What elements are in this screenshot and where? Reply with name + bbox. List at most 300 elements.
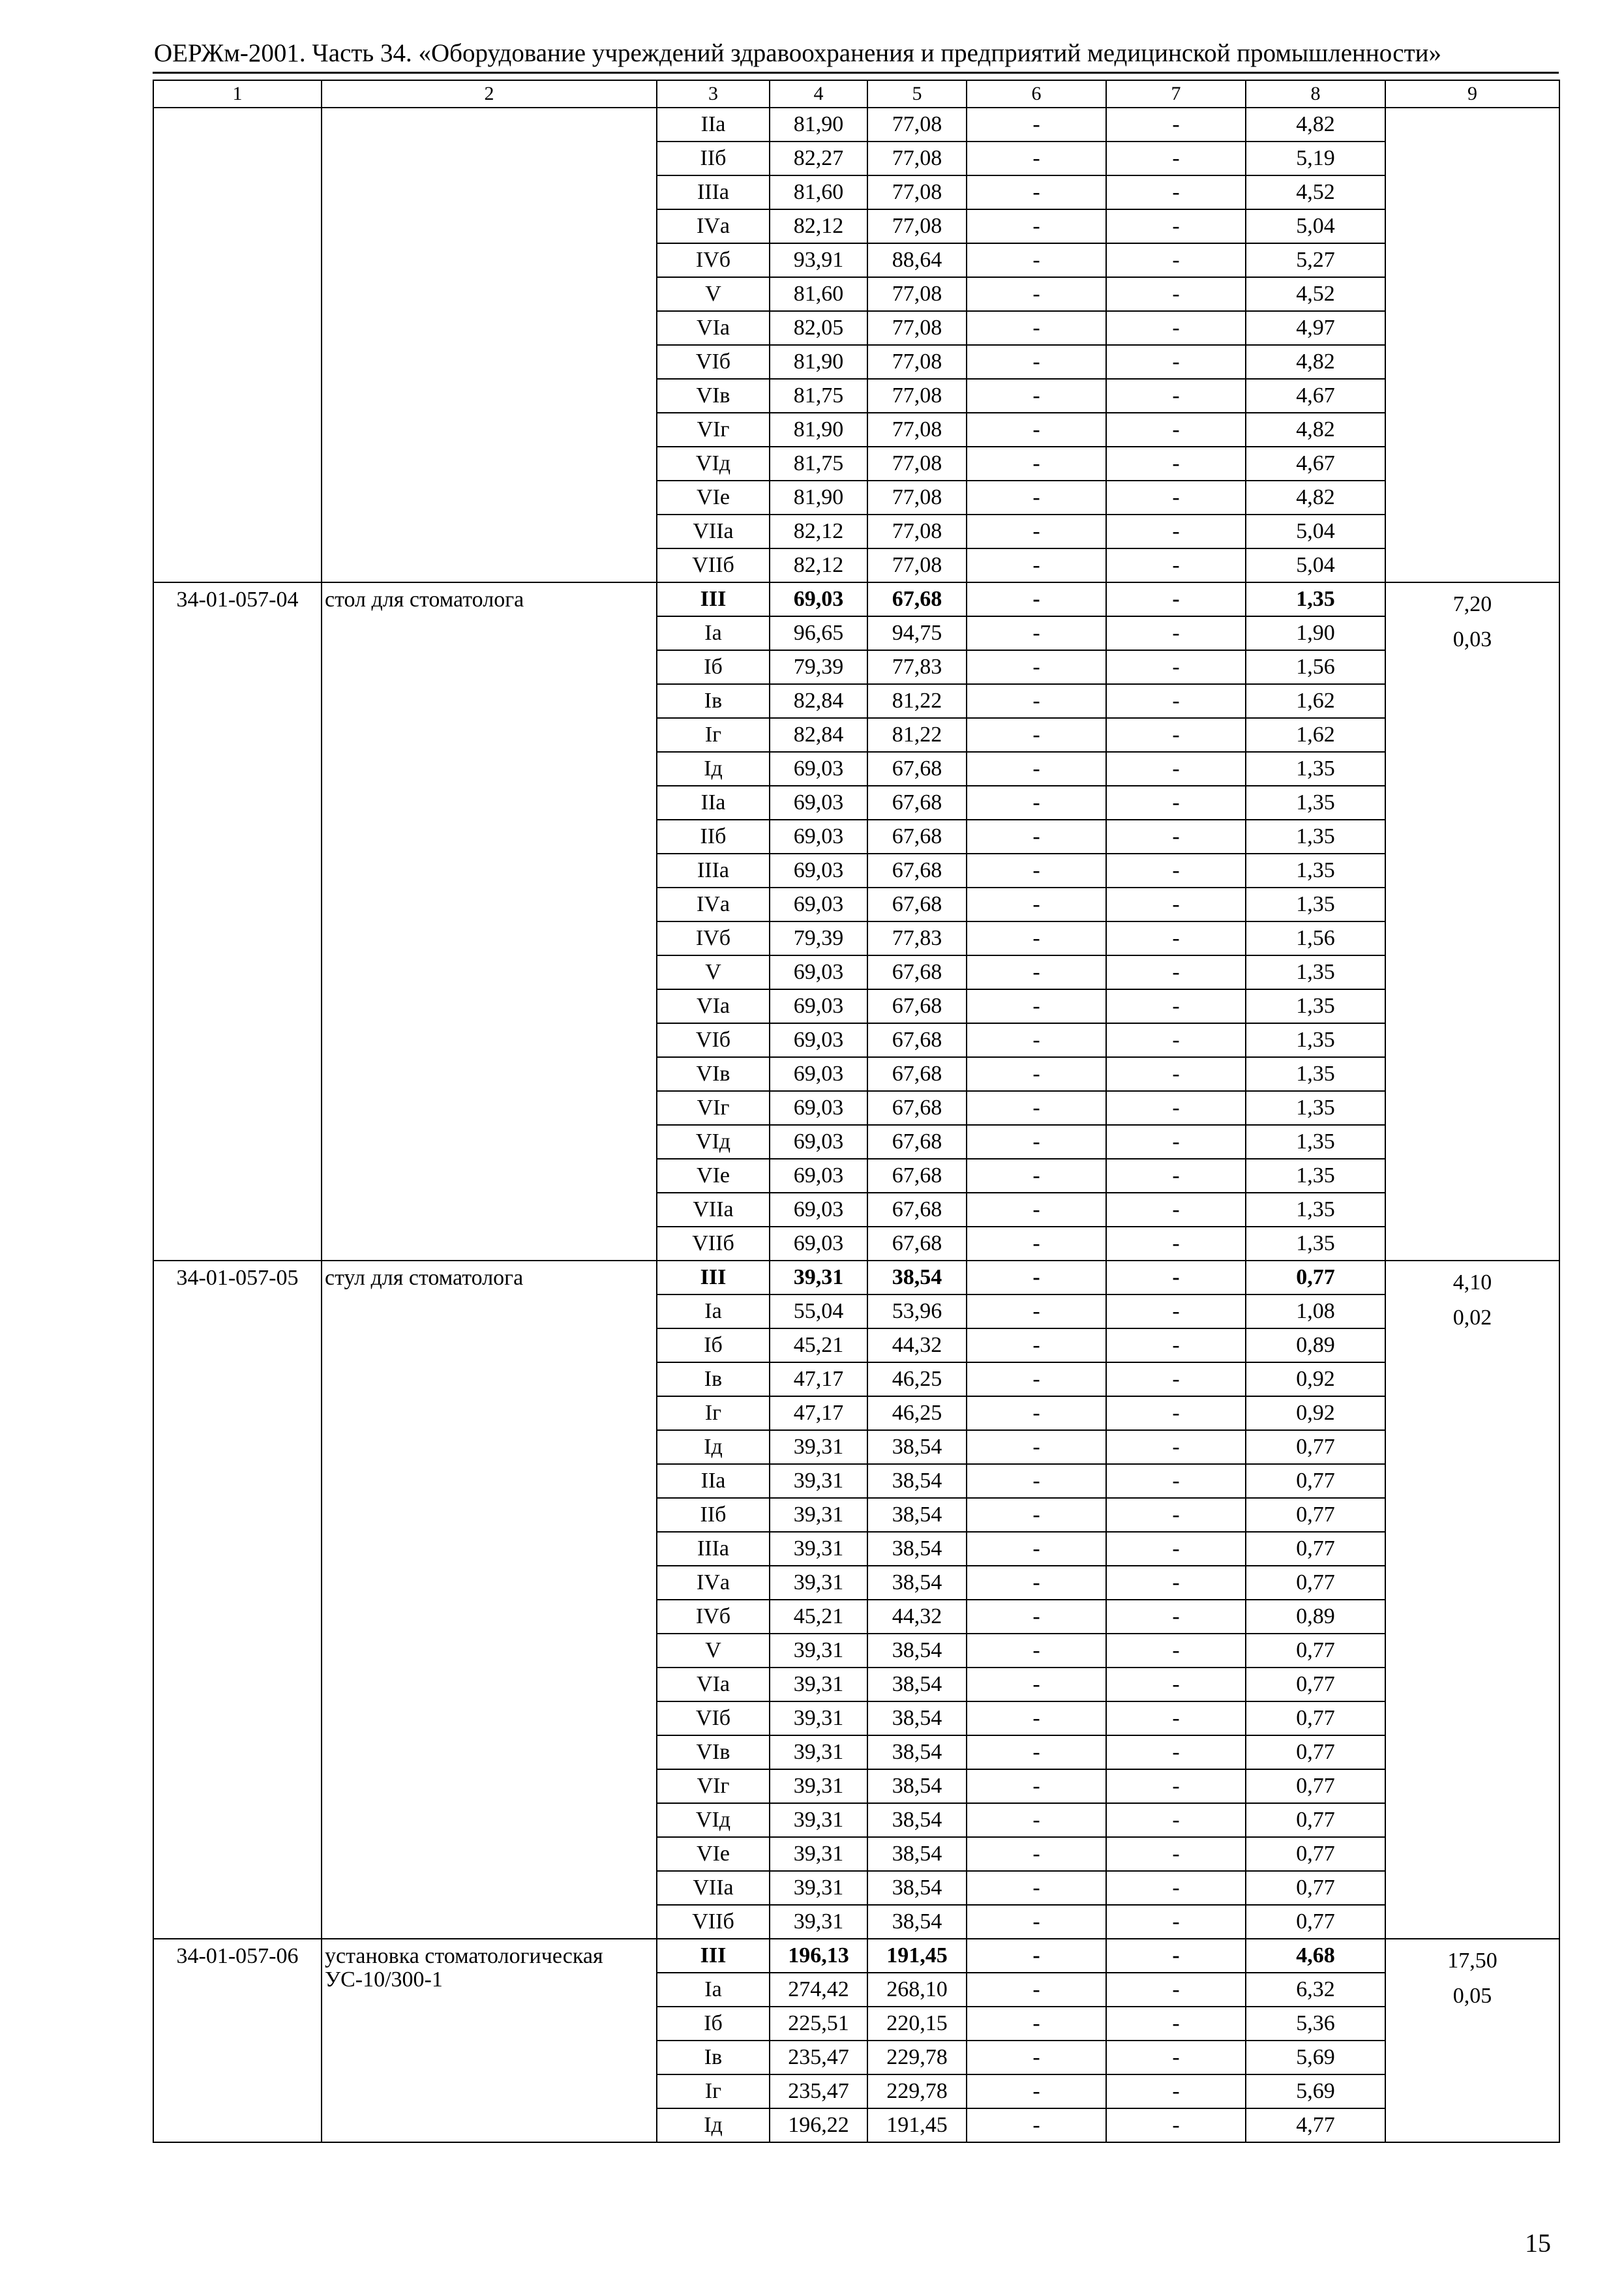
col5-cell: 67,68 xyxy=(867,1091,967,1125)
col5-cell: 81,22 xyxy=(867,684,967,718)
col5-cell: 38,54 xyxy=(867,1430,967,1464)
col6-cell: - xyxy=(967,1057,1106,1091)
table-row xyxy=(153,1939,1559,1973)
column-number: 8 xyxy=(1246,80,1385,108)
col5-cell: 67,68 xyxy=(867,854,967,888)
col7-cell: - xyxy=(1106,1939,1246,1973)
col7-cell: - xyxy=(1106,1261,1246,1294)
page-number: 15 xyxy=(1525,2228,1551,2258)
zone-cell: V xyxy=(657,955,770,989)
col7-cell: - xyxy=(1106,243,1246,277)
zone-cell: III xyxy=(657,1261,770,1294)
total-cost-cell: 39,31 xyxy=(770,1430,867,1464)
col6-cell: - xyxy=(967,379,1106,413)
col5-cell: 77,08 xyxy=(867,481,967,515)
col5-cell: 81,22 xyxy=(867,718,967,752)
col9-value: 17,50 xyxy=(1447,1949,1497,1973)
col7-cell: - xyxy=(1106,548,1246,582)
zone-cell: VIе xyxy=(657,1837,770,1871)
col5-cell: 77,08 xyxy=(867,209,967,243)
col8-cell: 0,77 xyxy=(1246,1668,1385,1701)
total-cost-cell: 81,60 xyxy=(770,175,867,209)
col5-cell: 77,08 xyxy=(867,108,967,142)
table-row xyxy=(153,108,1559,142)
zone-cell: Iб xyxy=(657,650,770,684)
zone-cell: VIа xyxy=(657,989,770,1023)
col5-cell: 77,08 xyxy=(867,345,967,379)
col8-cell: 6,32 xyxy=(1246,1973,1385,2007)
col7-cell: - xyxy=(1106,2041,1246,2074)
col7-cell: - xyxy=(1106,650,1246,684)
col5-cell: 67,68 xyxy=(867,582,967,616)
col8-cell: 1,62 xyxy=(1246,718,1385,752)
total-cost-cell: 274,42 xyxy=(770,1973,867,2007)
col5-cell: 67,68 xyxy=(867,1057,967,1091)
zone-cell: IIб xyxy=(657,1498,770,1532)
total-cost-cell: 82,12 xyxy=(770,548,867,582)
total-cost-cell: 39,31 xyxy=(770,1634,867,1668)
rate-name-cell: стол для стоматолога xyxy=(322,582,657,1261)
col7-cell: - xyxy=(1106,786,1246,820)
zone-cell: VIб xyxy=(657,345,770,379)
total-cost-cell: 82,84 xyxy=(770,684,867,718)
total-cost-cell: 69,03 xyxy=(770,752,867,786)
zone-cell: VIв xyxy=(657,1735,770,1769)
col7-cell: - xyxy=(1106,955,1246,989)
col6-cell: - xyxy=(967,1328,1106,1362)
total-cost-cell: 81,90 xyxy=(770,345,867,379)
col8-cell: 5,27 xyxy=(1246,243,1385,277)
col6-cell: - xyxy=(967,2007,1106,2041)
col6-cell: - xyxy=(967,413,1106,447)
column-number: 9 xyxy=(1385,80,1559,108)
col5-cell: 77,08 xyxy=(867,142,967,175)
col7-cell: - xyxy=(1106,1159,1246,1193)
total-cost-cell: 235,47 xyxy=(770,2041,867,2074)
column-number: 5 xyxy=(867,80,967,108)
zone-cell: Iд xyxy=(657,752,770,786)
column-number: 1 xyxy=(153,80,322,108)
col8-cell: 1,35 xyxy=(1246,955,1385,989)
col5-cell: 77,08 xyxy=(867,515,967,548)
zone-cell: Iа xyxy=(657,616,770,650)
col7-cell: - xyxy=(1106,1600,1246,1634)
col5-cell: 67,68 xyxy=(867,955,967,989)
col8-cell: 1,35 xyxy=(1246,854,1385,888)
total-cost-cell: 39,31 xyxy=(770,1769,867,1803)
col8-cell: 5,69 xyxy=(1246,2074,1385,2108)
zone-cell: Iб xyxy=(657,1328,770,1362)
col8-cell: 4,82 xyxy=(1246,108,1385,142)
col5-cell: 38,54 xyxy=(867,1566,967,1600)
col6-cell: - xyxy=(967,1294,1106,1328)
col8-cell: 1,35 xyxy=(1246,1125,1385,1159)
col5-cell: 191,45 xyxy=(867,1939,967,1973)
zone-cell: VIб xyxy=(657,1023,770,1057)
total-cost-cell: 47,17 xyxy=(770,1396,867,1430)
rate-name-cell: установка стоматологическая УС-10/300-1 xyxy=(322,1939,657,2142)
zone-cell: VIа xyxy=(657,311,770,345)
col8-cell: 4,68 xyxy=(1246,1939,1385,1973)
col7-cell: - xyxy=(1106,1023,1246,1057)
total-cost-cell: 235,47 xyxy=(770,2074,867,2108)
zone-cell: VIе xyxy=(657,1159,770,1193)
col8-cell: 4,82 xyxy=(1246,481,1385,515)
price-table xyxy=(153,80,1560,2143)
col6-cell: - xyxy=(967,311,1106,345)
col6-cell: - xyxy=(967,888,1106,921)
col7-cell: - xyxy=(1106,616,1246,650)
col7-cell: - xyxy=(1106,1430,1246,1464)
col7-cell: - xyxy=(1106,1769,1246,1803)
col6-cell: - xyxy=(967,1735,1106,1769)
col7-cell: - xyxy=(1106,1328,1246,1362)
total-cost-cell: 196,13 xyxy=(770,1939,867,1973)
col9-value: 0,03 xyxy=(1452,627,1492,651)
col8-cell: 4,97 xyxy=(1246,311,1385,345)
total-cost-cell: 39,31 xyxy=(770,1532,867,1566)
col7-cell: - xyxy=(1106,413,1246,447)
total-cost-cell: 39,31 xyxy=(770,1735,867,1769)
col5-cell: 67,68 xyxy=(867,820,967,854)
col6-cell: - xyxy=(967,1634,1106,1668)
total-cost-cell: 39,31 xyxy=(770,1803,867,1837)
col8-cell: 1,56 xyxy=(1246,650,1385,684)
col5-cell: 229,78 xyxy=(867,2074,967,2108)
col8-cell: 4,52 xyxy=(1246,175,1385,209)
zone-cell: V xyxy=(657,277,770,311)
col5-cell: 77,08 xyxy=(867,311,967,345)
zone-cell: IIа xyxy=(657,108,770,142)
col8-cell: 0,77 xyxy=(1246,1634,1385,1668)
column-number: 7 xyxy=(1106,80,1246,108)
col6-cell: - xyxy=(967,175,1106,209)
zone-cell: VIг xyxy=(657,1091,770,1125)
col6-cell: - xyxy=(967,2074,1106,2108)
zone-cell: VIIб xyxy=(657,1905,770,1939)
col5-cell: 88,64 xyxy=(867,243,967,277)
col5-cell: 38,54 xyxy=(867,1532,967,1566)
col8-cell: 4,67 xyxy=(1246,379,1385,413)
total-cost-cell: 39,31 xyxy=(770,1464,867,1498)
zone-cell: VIIа xyxy=(657,515,770,548)
col7-cell: - xyxy=(1106,1905,1246,1939)
col7-cell: - xyxy=(1106,345,1246,379)
zone-cell: IIIа xyxy=(657,175,770,209)
zone-cell: VIIа xyxy=(657,1871,770,1905)
col5-cell: 67,68 xyxy=(867,989,967,1023)
col9-value: 0,02 xyxy=(1452,1306,1492,1330)
total-cost-cell: 39,31 xyxy=(770,1668,867,1701)
col5-cell: 220,15 xyxy=(867,2007,967,2041)
col5-cell: 77,83 xyxy=(867,650,967,684)
col8-cell: 0,77 xyxy=(1246,1735,1385,1769)
column-number: 2 xyxy=(322,80,657,108)
col7-cell: - xyxy=(1106,989,1246,1023)
col5-cell: 38,54 xyxy=(867,1735,967,1769)
col9-cell xyxy=(1385,1939,1559,2142)
col6-cell: - xyxy=(967,1498,1106,1532)
col7-cell: - xyxy=(1106,1871,1246,1905)
total-cost-cell: 81,75 xyxy=(770,447,867,481)
col6-cell: - xyxy=(967,1464,1106,1498)
col8-cell: 1,35 xyxy=(1246,786,1385,820)
col5-cell: 38,54 xyxy=(867,1634,967,1668)
total-cost-cell: 81,90 xyxy=(770,413,867,447)
zone-cell: IVб xyxy=(657,921,770,955)
col7-cell: - xyxy=(1106,1532,1246,1566)
col8-cell: 0,77 xyxy=(1246,1566,1385,1600)
col5-cell: 67,68 xyxy=(867,1125,967,1159)
table-row xyxy=(153,1261,1559,1294)
col7-cell: - xyxy=(1106,142,1246,175)
col6-cell: - xyxy=(967,989,1106,1023)
col7-cell: - xyxy=(1106,1464,1246,1498)
col5-cell: 94,75 xyxy=(867,616,967,650)
col6-cell: - xyxy=(967,2108,1106,2142)
col6-cell: - xyxy=(967,447,1106,481)
col6-cell: - xyxy=(967,1701,1106,1735)
col7-cell: - xyxy=(1106,1498,1246,1532)
zone-cell: VIб xyxy=(657,1701,770,1735)
col6-cell: - xyxy=(967,684,1106,718)
col8-cell: 1,35 xyxy=(1246,1227,1385,1261)
col6-cell: - xyxy=(967,1803,1106,1837)
col7-cell: - xyxy=(1106,718,1246,752)
zone-cell: VIе xyxy=(657,481,770,515)
total-cost-cell: 69,03 xyxy=(770,582,867,616)
col6-cell: - xyxy=(967,1396,1106,1430)
col7-cell: - xyxy=(1106,752,1246,786)
total-cost-cell: 81,90 xyxy=(770,108,867,142)
zone-cell: VIд xyxy=(657,447,770,481)
col7-cell: - xyxy=(1106,1973,1246,2007)
col5-cell: 38,54 xyxy=(867,1871,967,1905)
col5-cell: 67,68 xyxy=(867,786,967,820)
col8-cell: 0,89 xyxy=(1246,1600,1385,1634)
col5-cell: 44,32 xyxy=(867,1600,967,1634)
col6-cell: - xyxy=(967,1125,1106,1159)
rate-code-cell: 34-01-057-04 xyxy=(153,582,322,1261)
total-cost-cell: 93,91 xyxy=(770,243,867,277)
col7-cell: - xyxy=(1106,1837,1246,1871)
total-cost-cell: 69,03 xyxy=(770,1227,867,1261)
col7-cell: - xyxy=(1106,1735,1246,1769)
col5-cell: 67,68 xyxy=(867,752,967,786)
col6-cell: - xyxy=(967,921,1106,955)
col7-cell: - xyxy=(1106,1091,1246,1125)
rate-code-cell xyxy=(153,108,322,582)
table-row xyxy=(153,582,1559,616)
total-cost-cell: 79,39 xyxy=(770,650,867,684)
column-number: 6 xyxy=(967,80,1106,108)
col8-cell: 5,04 xyxy=(1246,209,1385,243)
col6-cell: - xyxy=(967,650,1106,684)
col6-cell: - xyxy=(967,142,1106,175)
zone-cell: IVа xyxy=(657,888,770,921)
col9-value: 4,10 xyxy=(1452,1270,1492,1294)
col6-cell: - xyxy=(967,1430,1106,1464)
col5-cell: 67,68 xyxy=(867,888,967,921)
col8-cell: 0,92 xyxy=(1246,1396,1385,1430)
col8-cell: 4,67 xyxy=(1246,447,1385,481)
col6-cell: - xyxy=(967,345,1106,379)
col6-cell: - xyxy=(967,1532,1106,1566)
total-cost-cell: 69,03 xyxy=(770,854,867,888)
total-cost-cell: 82,12 xyxy=(770,209,867,243)
col5-cell: 77,08 xyxy=(867,277,967,311)
col6-cell: - xyxy=(967,582,1106,616)
col8-cell: 1,35 xyxy=(1246,1193,1385,1227)
col5-cell: 44,32 xyxy=(867,1328,967,1362)
col6-cell: - xyxy=(967,616,1106,650)
total-cost-cell: 69,03 xyxy=(770,955,867,989)
col5-cell: 67,68 xyxy=(867,1159,967,1193)
zone-cell: IIIа xyxy=(657,1532,770,1566)
col6-cell: - xyxy=(967,1871,1106,1905)
zone-cell: VIв xyxy=(657,1057,770,1091)
col8-cell: 1,62 xyxy=(1246,684,1385,718)
zone-cell: V xyxy=(657,1634,770,1668)
total-cost-cell: 69,03 xyxy=(770,1193,867,1227)
col5-cell: 46,25 xyxy=(867,1362,967,1396)
total-cost-cell: 82,05 xyxy=(770,311,867,345)
col6-cell: - xyxy=(967,548,1106,582)
zone-cell: Iд xyxy=(657,2108,770,2142)
col6-cell: - xyxy=(967,1905,1106,1939)
col6-cell: - xyxy=(967,1091,1106,1125)
col8-cell: 1,35 xyxy=(1246,820,1385,854)
col7-cell: - xyxy=(1106,447,1246,481)
col5-cell: 67,68 xyxy=(867,1227,967,1261)
col8-cell: 1,35 xyxy=(1246,752,1385,786)
col7-cell: - xyxy=(1106,175,1246,209)
col7-cell: - xyxy=(1106,1125,1246,1159)
col8-cell: 1,90 xyxy=(1246,616,1385,650)
total-cost-cell: 82,27 xyxy=(770,142,867,175)
col6-cell: - xyxy=(967,277,1106,311)
col7-cell: - xyxy=(1106,277,1246,311)
total-cost-cell: 69,03 xyxy=(770,1125,867,1159)
col8-cell: 0,89 xyxy=(1246,1328,1385,1362)
zone-cell: IIIа xyxy=(657,854,770,888)
col5-cell: 38,54 xyxy=(867,1905,967,1939)
zone-cell: IVа xyxy=(657,209,770,243)
col5-cell: 229,78 xyxy=(867,2041,967,2074)
zone-cell: VIа xyxy=(657,1668,770,1701)
total-cost-cell: 69,03 xyxy=(770,1057,867,1091)
col9-cell xyxy=(1385,582,1559,1261)
col7-cell: - xyxy=(1106,311,1246,345)
total-cost-cell: 69,03 xyxy=(770,786,867,820)
zone-cell: Iд xyxy=(657,1430,770,1464)
col6-cell: - xyxy=(967,786,1106,820)
col8-cell: 0,77 xyxy=(1246,1837,1385,1871)
total-cost-cell: 39,31 xyxy=(770,1498,867,1532)
zone-cell: Iв xyxy=(657,1362,770,1396)
col6-cell: - xyxy=(967,1668,1106,1701)
col8-cell: 5,36 xyxy=(1246,2007,1385,2041)
col7-cell: - xyxy=(1106,1362,1246,1396)
col9-value: 0,05 xyxy=(1452,1984,1492,2008)
col8-cell: 4,77 xyxy=(1246,2108,1385,2142)
total-cost-cell: 45,21 xyxy=(770,1328,867,1362)
total-cost-cell: 39,31 xyxy=(770,1701,867,1735)
total-cost-cell: 45,21 xyxy=(770,1600,867,1634)
col9-value: 7,20 xyxy=(1452,592,1492,616)
total-cost-cell: 39,31 xyxy=(770,1871,867,1905)
rate-code-cell: 34-01-057-05 xyxy=(153,1261,322,1939)
col5-cell: 77,08 xyxy=(867,447,967,481)
zone-cell: VIд xyxy=(657,1125,770,1159)
zone-cell: IIб xyxy=(657,820,770,854)
col5-cell: 67,68 xyxy=(867,1023,967,1057)
col5-cell: 67,68 xyxy=(867,1193,967,1227)
col8-cell: 0,77 xyxy=(1246,1464,1385,1498)
col8-cell: 4,82 xyxy=(1246,345,1385,379)
col7-cell: - xyxy=(1106,1057,1246,1091)
zone-cell: Iг xyxy=(657,2074,770,2108)
col6-cell: - xyxy=(967,1227,1106,1261)
zone-cell: IIа xyxy=(657,786,770,820)
total-cost-cell: 69,03 xyxy=(770,1091,867,1125)
col8-cell: 0,77 xyxy=(1246,1871,1385,1905)
col5-cell: 38,54 xyxy=(867,1498,967,1532)
total-cost-cell: 39,31 xyxy=(770,1837,867,1871)
col6-cell: - xyxy=(967,718,1106,752)
rate-code-cell: 34-01-057-06 xyxy=(153,1939,322,2142)
col8-cell: 0,77 xyxy=(1246,1498,1385,1532)
zone-cell: IVб xyxy=(657,1600,770,1634)
col5-cell: 38,54 xyxy=(867,1464,967,1498)
col7-cell: - xyxy=(1106,108,1246,142)
zone-cell: Iв xyxy=(657,684,770,718)
col6-cell: - xyxy=(967,515,1106,548)
col7-cell: - xyxy=(1106,1294,1246,1328)
column-number: 3 xyxy=(657,80,770,108)
zone-cell: VIг xyxy=(657,413,770,447)
col9-cell xyxy=(1385,108,1559,582)
col7-cell: - xyxy=(1106,921,1246,955)
col6-cell: - xyxy=(967,481,1106,515)
col7-cell: - xyxy=(1106,854,1246,888)
col8-cell: 1,35 xyxy=(1246,582,1385,616)
col6-cell: - xyxy=(967,854,1106,888)
total-cost-cell: 79,39 xyxy=(770,921,867,955)
col8-cell: 5,04 xyxy=(1246,515,1385,548)
col8-cell: 0,77 xyxy=(1246,1769,1385,1803)
zone-cell: VIв xyxy=(657,379,770,413)
col5-cell: 77,08 xyxy=(867,413,967,447)
col7-cell: - xyxy=(1106,888,1246,921)
col7-cell: - xyxy=(1106,379,1246,413)
col6-cell: - xyxy=(967,1837,1106,1871)
col7-cell: - xyxy=(1106,209,1246,243)
col7-cell: - xyxy=(1106,820,1246,854)
col7-cell: - xyxy=(1106,515,1246,548)
page-header-title: ОЕРЖм-2001. Часть 34. «Оборудование учреждений здравоохранения и предприятий медицинской промышленности» xyxy=(154,39,1441,67)
col6-cell: - xyxy=(967,1566,1106,1600)
col8-cell: 5,19 xyxy=(1246,142,1385,175)
col6-cell: - xyxy=(967,955,1106,989)
col7-cell: - xyxy=(1106,2007,1246,2041)
col6-cell: - xyxy=(967,1973,1106,2007)
col6-cell: - xyxy=(967,1769,1106,1803)
col6-cell: - xyxy=(967,752,1106,786)
col5-cell: 38,54 xyxy=(867,1668,967,1701)
zone-cell: VIIб xyxy=(657,1227,770,1261)
col8-cell: 5,69 xyxy=(1246,2041,1385,2074)
